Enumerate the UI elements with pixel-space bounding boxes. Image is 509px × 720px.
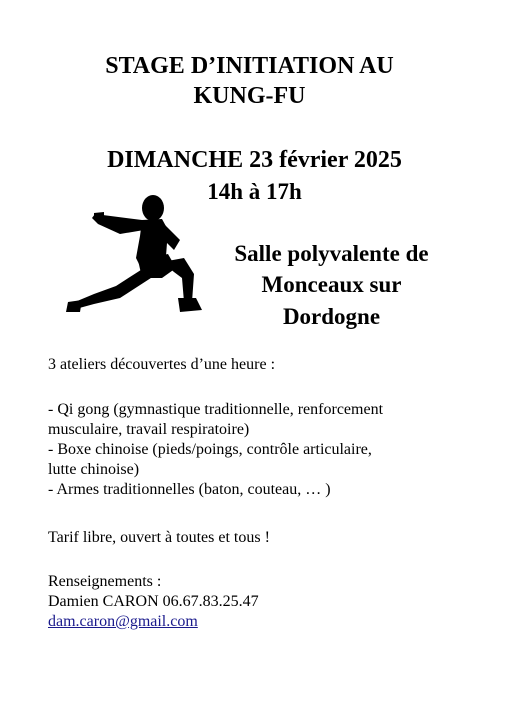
intro-text: 3 ateliers découvertes d’une heure : xyxy=(48,356,276,373)
tarif-text: Tarif libre, ouvert à toutes et tous ! xyxy=(48,529,270,546)
workshop-boxe-line-1: - Boxe chinoise (pieds/poings, contrôle articulaire, xyxy=(48,441,372,458)
venue-line-3: Dordogne xyxy=(282,304,381,329)
kung-fu-silhouette-icon xyxy=(58,182,208,322)
workshop-qigong-line-1: - Qi gong (gymnastique traditionnelle, renforcement xyxy=(48,401,384,418)
contact-block xyxy=(48,572,468,632)
event-time: 14h à 17h xyxy=(207,179,302,204)
event-date: DIMANCHE 23 février 2025 xyxy=(107,147,402,173)
venue-line-2: Monceaux sur xyxy=(261,272,402,297)
title-line-2: KUNG-FU xyxy=(193,83,306,109)
title-line-1: STAGE D’INITIATION AU xyxy=(105,53,394,79)
contact-heading: Renseignements : xyxy=(48,573,162,590)
workshop-armes: - Armes traditionnelles (baton, couteau, … ) xyxy=(48,481,331,498)
venue-line-1: Salle polyvalente de xyxy=(234,241,429,266)
workshop-list xyxy=(48,400,468,500)
email-link[interactable]: dam.caron@gmail.com xyxy=(48,613,198,630)
workshop-qigong-line-2: musculaire, travail respiratoire) xyxy=(48,421,250,438)
workshop-boxe-line-2: lutte chinoise) xyxy=(48,461,140,478)
contact-person: Damien CARON 06.67.83.25.47 xyxy=(48,593,259,610)
